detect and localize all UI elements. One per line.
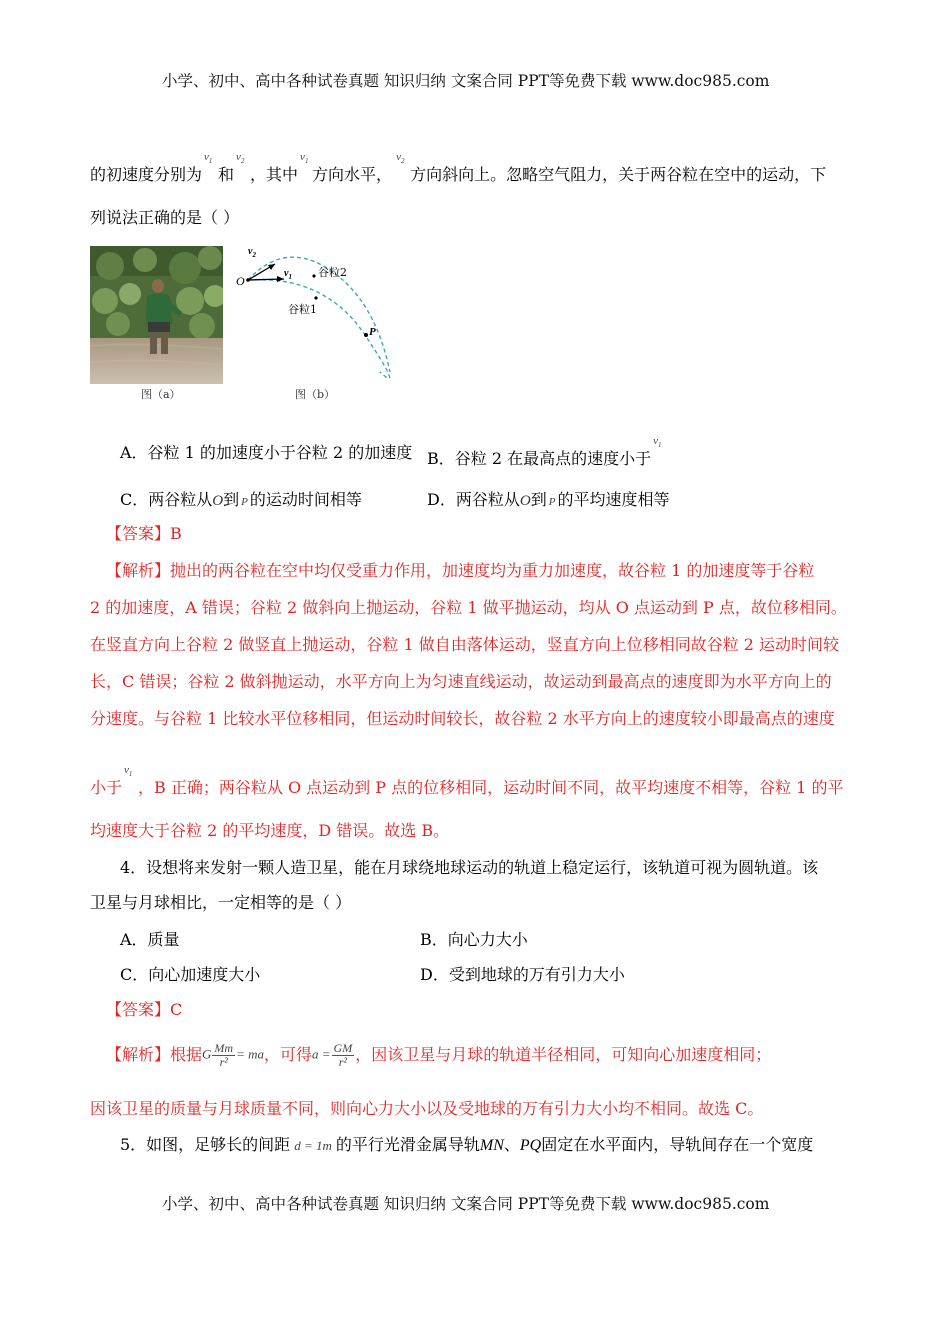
q4-stem-line1: 4．设想将来发射一颗人造卫星，能在月球绕地球运动的轨道上稳定运行，该轨道可视为圆轨道。该 <box>120 858 819 877</box>
figure-a-caption: 图（a） <box>141 388 181 401</box>
q4-option-a: A．质量 <box>120 930 180 949</box>
q3-option-b: B．谷粒 2 在最高点的速度小于 $v_1$ <box>427 442 667 470</box>
point-p <box>364 333 368 337</box>
q3-analysis-line7: 均速度大于谷粒 2 的平均速度，D 错误。故选 B。 <box>90 821 450 840</box>
symbol-o: O <box>519 493 531 509</box>
q4-analysis-line1: 【解析】根据 G $\frac{Mm}{\text{r²}}$ = ma ，可得 a = $\frac{GM}{\text{r²}}$ ，因该卫星与月球的轨道半径相同，可知向心加速度相同； <box>106 1040 772 1069</box>
farmer-photo <box>90 246 223 384</box>
q3-stem-line1 <box>90 151 827 186</box>
equation-gravity: G $\frac{Mm}{\text{r²}}$ = ma <box>202 1040 264 1069</box>
symbol-v2: $v_2$ <box>236 151 245 166</box>
equation-distance: d = 1m <box>294 1137 332 1153</box>
q5-stem-line1: 5．如图，足够长的间距 d = 1m 的平行光滑金属导轨MN、PQ固定在水平面内，导轨间存在一个宽度 <box>120 1135 814 1154</box>
v1-arrowhead <box>277 276 284 282</box>
q3-option-c: C．两谷粒从O到 P 的运动时间相等 <box>120 490 362 509</box>
label-v1: $v_1$ <box>284 268 292 281</box>
q3-stem-text-c: ，其中 <box>250 165 299 184</box>
label-grain1: 谷粒1 <box>288 303 317 316</box>
q3-option-a: A．谷粒 1 的加速度小于谷粒 2 的加速度 <box>120 443 413 462</box>
q3-answer: 【答案】B <box>106 524 182 543</box>
q3-analysis-line3: 在竖直方向上谷粒 2 做竖直上抛运动，谷粒 1 做自由落体运动，竖直方向上位移相同故谷粒 2 运动时间较 <box>90 635 840 654</box>
q3-stem-text-d: 方向水平， <box>312 165 393 184</box>
page-footer: 小学、初中、高中各种试卷真题 知识归纳 文案合同 PPT等免费下载 www.doc985.com <box>162 1195 770 1213</box>
q3-option-d: D．两谷粒从O到 P 的平均速度相等 <box>427 490 670 509</box>
trajectory-diagram <box>230 240 410 380</box>
q3-stem-text-e: 方向斜向上。忽略空气阻力，关于两谷粒在空中的运动，下 <box>410 165 827 184</box>
q3-analysis-line5: 分速度。与谷粒 1 比较水平位移相同，但运动时间较长，故谷粒 2 水平方向上的速度较小即最高点的速度 <box>90 709 835 728</box>
q3-stem-line2: 列说法正确的是（ ） <box>90 208 240 227</box>
label-v2: $v_2$ <box>248 246 256 259</box>
label-o: O <box>236 274 245 288</box>
q4-option-c: C．向心加速度大小 <box>120 965 261 984</box>
farmer-photo-illustration <box>90 246 223 384</box>
q4-option-b: B．向心力大小 <box>420 930 528 949</box>
q3-stem-text-b: 和 <box>218 165 235 184</box>
grain1-dot <box>314 296 317 299</box>
symbol-v1: $v_1$ <box>300 151 309 166</box>
figure-b-caption: 图（b） <box>295 388 336 401</box>
label-p: P <box>369 326 376 338</box>
symbol-v2: $v_2$ <box>396 151 405 166</box>
point-o <box>246 278 250 282</box>
q4-analysis-line2: 因该卫星的质量与月球质量不同，则向心力大小以及受地球的万有引力大小均不相同。故选 C。 <box>90 1099 764 1118</box>
symbol-p: P <box>548 496 556 508</box>
q3-analysis-line2: 2 的加速度，A 错误；谷粒 2 做斜向上抛运动，谷粒 1 做平抛运动，均从 O 点运动到 P 点，故位移相同。 <box>90 598 847 617</box>
q4-stem-line2: 卫星与月球相比，一定相等的是（ ） <box>90 893 352 912</box>
q3-analysis-line1: 【解析】抛出的两谷粒在空中均仅受重力作用，加速度均为重力加速度，故谷粒 1 的加速度等于谷粒 <box>106 561 815 580</box>
symbol-v1: $v_1$ <box>653 435 662 450</box>
equation-acceleration: a = $\frac{GM}{\text{r²}}$ <box>312 1040 353 1069</box>
symbol-v1: $v_1$ <box>204 151 213 166</box>
symbol-o: O <box>212 493 224 509</box>
q3-analysis-line4: 长，C 错误；谷粒 2 做斜抛运动，水平方向上为匀速直线运动，故运动到最高点的速度即为水平方向上的 <box>90 672 832 691</box>
q4-answer: 【答案】C <box>106 1000 183 1019</box>
symbol-p: P <box>241 496 248 508</box>
page-header: 小学、初中、高中各种试卷真题 知识归纳 文案合同 PPT等免费下载 www.doc985.com <box>162 72 770 90</box>
grain2-dot <box>312 274 315 277</box>
label-grain2: 谷粒2 <box>318 266 347 279</box>
q4-option-d: D．受到地球的万有引力大小 <box>420 965 625 984</box>
q3-analysis-line6: 小于 $v_1$ ，B 正确；两谷粒从 O 点运动到 P 点的位移相同，运动时间不同，故平均速度不相等，谷粒 1 的平 <box>90 771 843 799</box>
symbol-v1: $v_1$ <box>124 764 133 779</box>
q3-stem-text-a: 的初速度分别为 <box>90 165 203 184</box>
